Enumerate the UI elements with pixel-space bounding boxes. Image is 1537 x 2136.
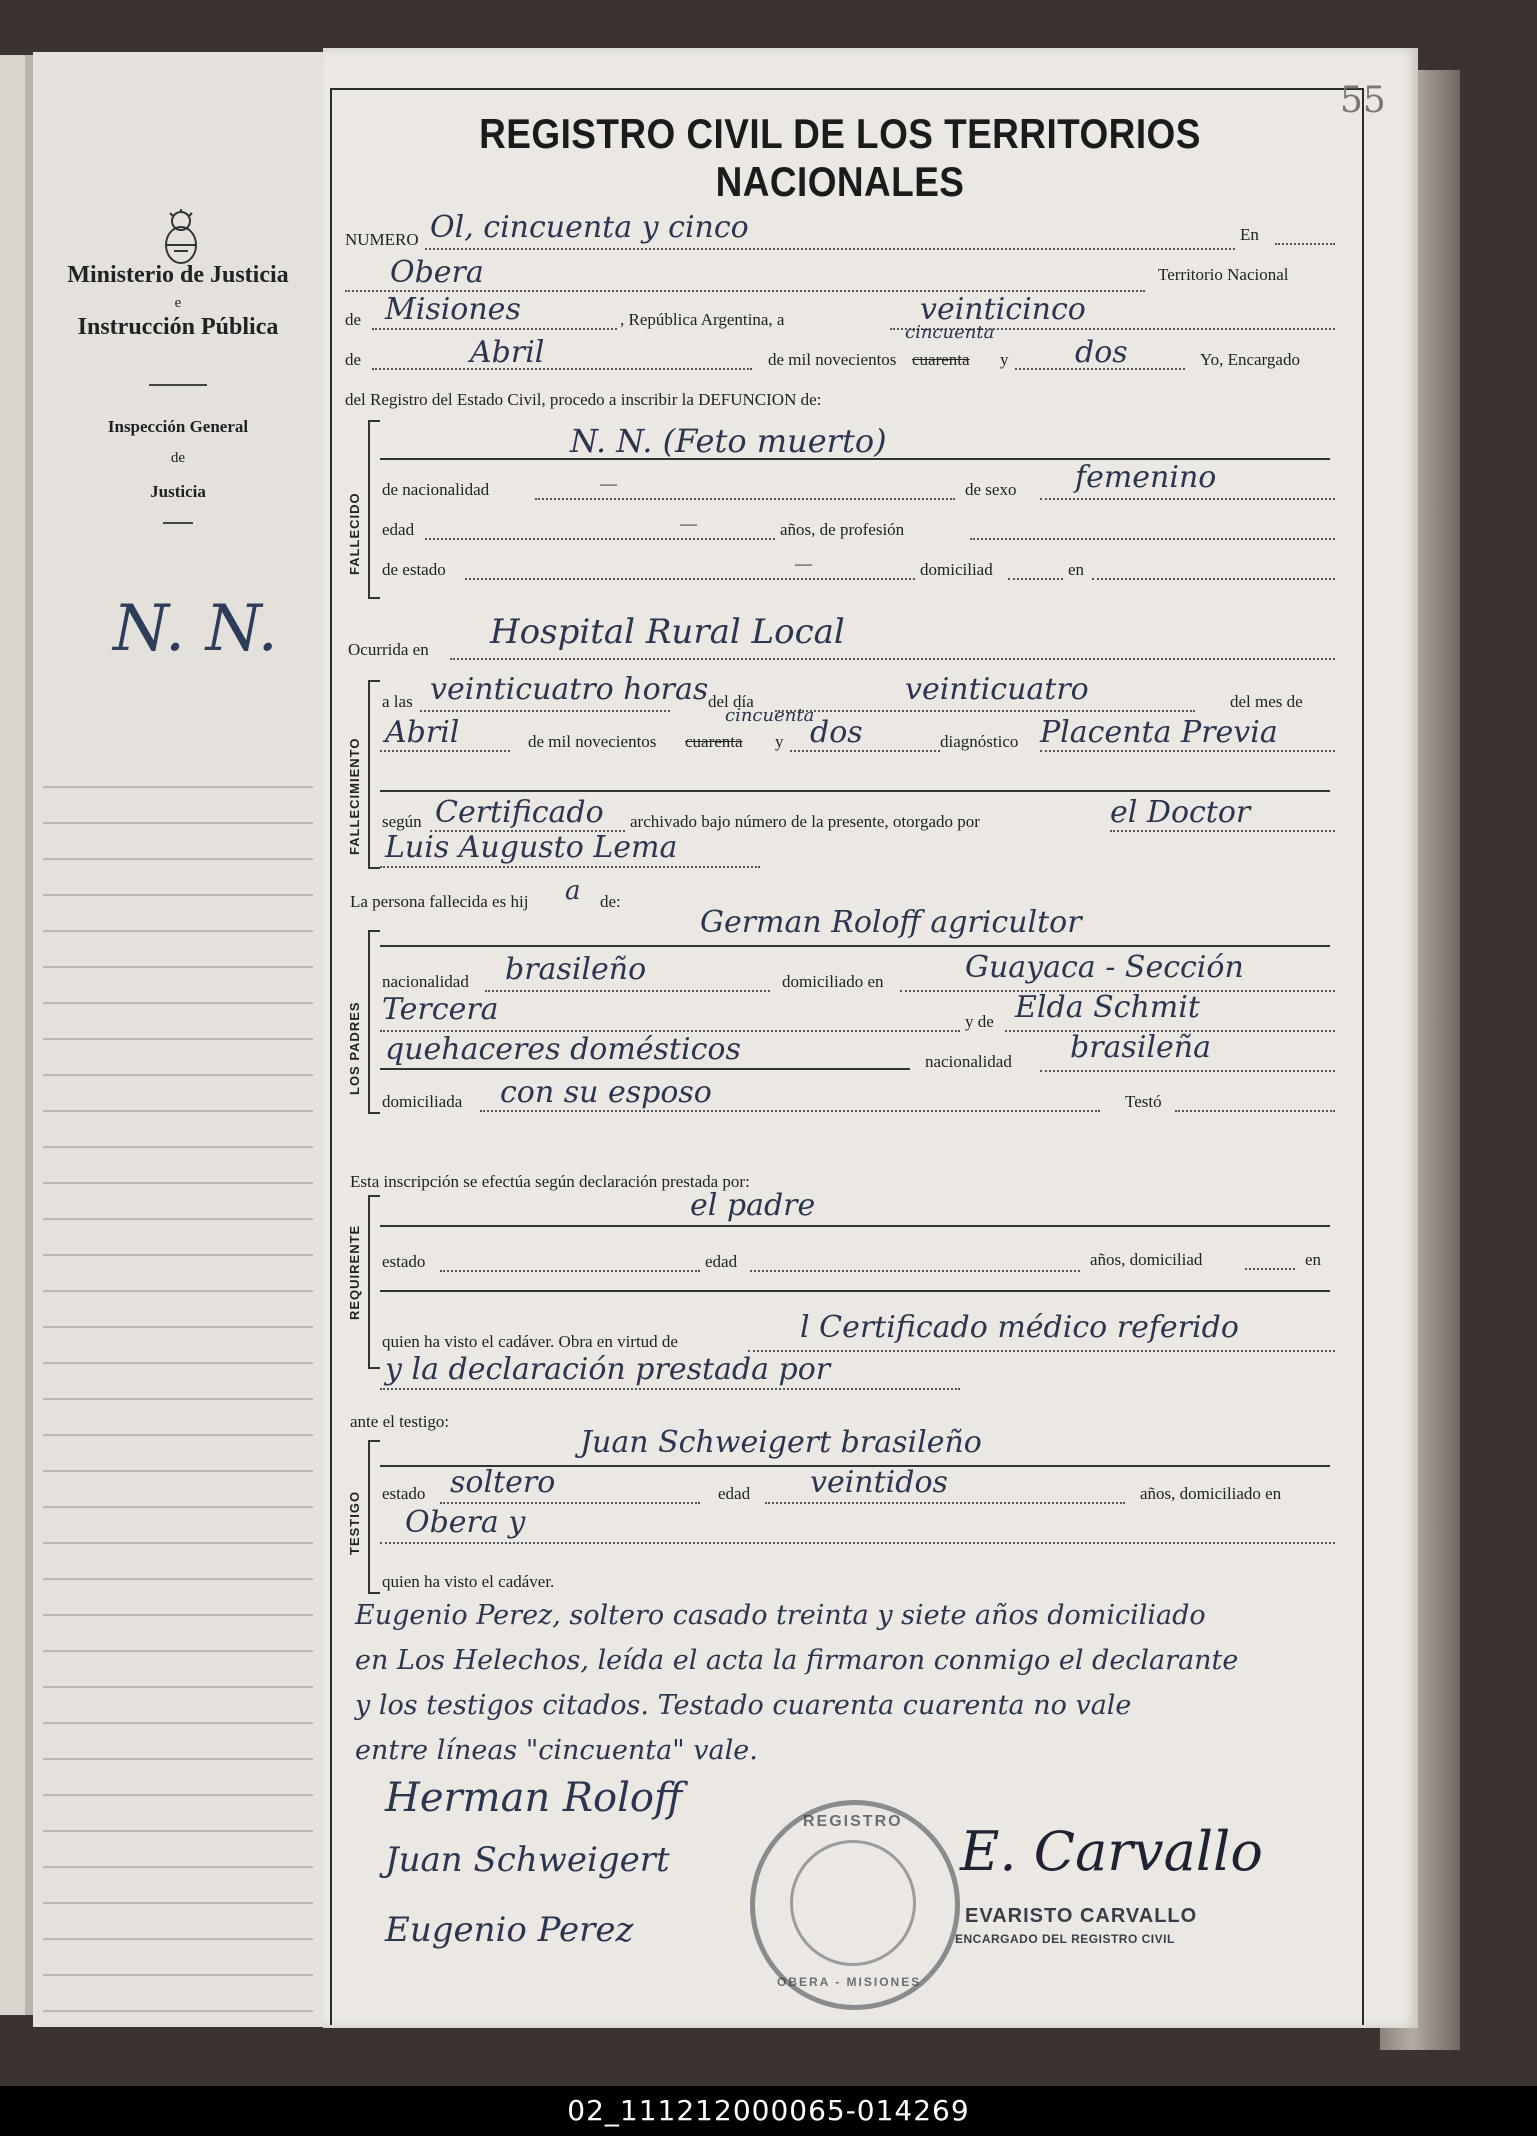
requirente-extra-line: [380, 1290, 1330, 1292]
edad-line: [425, 538, 775, 540]
padres-intro-suffix: de:: [600, 892, 621, 911]
padre-domicilio2: Tercera: [382, 992, 499, 1027]
testigo-section-label: TESTIGO: [347, 1490, 362, 1555]
page-title: REGISTRO CIVIL DE LOS TERRITORIOS NACIONALES: [479, 110, 1201, 205]
ministry-conjunction: e: [174, 295, 182, 311]
day-value: veinticinco: [920, 292, 1086, 327]
mil-label: de mil novecientos: [528, 732, 657, 751]
mes-line: [380, 750, 510, 752]
stamp-role: ENCARGADO DEL REGISTRO CIVIL: [955, 1932, 1175, 1946]
padre-name: German Roloff agricultor: [700, 905, 1082, 940]
de-label: de: [345, 310, 362, 329]
madre-nacionalidad: brasileña: [1070, 1030, 1211, 1065]
doctor-line: [1110, 830, 1335, 832]
place-value: Obera: [390, 255, 484, 290]
padre-line: [380, 945, 1330, 947]
y-de-label: y de: [965, 1012, 994, 1031]
numero-label: NUMERO: [345, 230, 419, 249]
dia-line: [775, 710, 1195, 712]
testigo-cadaver-label: quien ha visto el cadáver.: [382, 1572, 555, 1591]
year-prefix-label: de mil novecientos: [768, 350, 897, 369]
territorio-label: Territorio Nacional: [1158, 265, 1289, 284]
fallecimiento-bracket: [368, 680, 380, 869]
signature-witness2: Eugenio Perez: [385, 1910, 634, 1950]
fallecido-bracket: [368, 420, 380, 599]
inspection-line2: Justicia: [150, 482, 206, 501]
padre-nacionalidad-label: nacionalidad: [382, 972, 469, 991]
stamp-name: EVARISTO CARVALLO: [965, 1905, 1198, 1927]
republica-label: , República Argentina, a: [620, 310, 785, 329]
signature-witness1: Juan Schweigert: [385, 1840, 670, 1880]
diagnostico-extra-line: [380, 790, 1330, 792]
a-las-label: a las: [382, 692, 413, 711]
ocurrida-line: [450, 658, 1335, 660]
del-dia-label: del día: [708, 692, 754, 711]
year-y-label: y: [1000, 350, 1009, 369]
ministry-line1: Ministerio de Justicia: [67, 262, 289, 288]
en-label: En: [1240, 225, 1259, 244]
padre-domicilio: Guayaca - Sección: [965, 950, 1244, 985]
padres-section-label: LOS PADRES: [347, 1001, 362, 1095]
obra-value: l Certificado médico referido: [800, 1310, 1239, 1345]
edad-label: edad: [382, 520, 415, 539]
doctor-prefix: el Doctor: [1110, 795, 1251, 830]
madre-domicilio-line: [480, 1110, 1100, 1112]
en-line: [1275, 243, 1335, 245]
official-seal: [750, 1800, 960, 2010]
sexo-value: femenino: [1075, 460, 1217, 495]
stub-divider-small: [163, 522, 193, 524]
hora-line: [420, 710, 670, 712]
diagnostico-line: [1040, 750, 1335, 752]
registro-sentence: del Registro del Estado Civil, procedo a inscribir la DEFUNCION de:: [345, 390, 822, 409]
stub-divider: [149, 384, 207, 386]
requirente-estado-line: [440, 1270, 700, 1272]
testigo-edad-value: veintidos: [810, 1465, 948, 1500]
notes-line1: Eugenio Perez, soltero casado treinta y siete años domiciliado: [355, 1600, 1206, 1631]
fallecimiento-year-struck: cuarenta: [685, 732, 743, 751]
madre-profesion-line: [380, 1068, 910, 1070]
padre-domiciliado-label: domiciliado en: [782, 972, 884, 991]
fallecimiento-year-line: [790, 750, 940, 752]
testigo-edad-line: [765, 1502, 1125, 1504]
padre-nacionalidad-line: [485, 990, 770, 992]
diagnostico-value: Placenta Previa: [1040, 715, 1278, 750]
coat-of-arms-icon: [160, 207, 202, 267]
ministry-line2: Instrucción Pública: [77, 314, 279, 340]
testigo-intro: ante el testigo:: [350, 1412, 450, 1431]
requirente-section-label: REQUIRENTE: [347, 1224, 362, 1320]
stub-ruled-lines: [43, 752, 313, 2012]
fallecimiento-y-label: y: [775, 732, 784, 751]
requirente-intro: Esta inscripción se efectúa según declaración prestada por:: [350, 1172, 750, 1191]
testigo-edad-label: edad: [718, 1484, 751, 1503]
signature-declarant: Herman Roloff: [385, 1775, 683, 1821]
year-suffix: dos: [1075, 335, 1128, 370]
year-struck: cuarenta: [912, 350, 970, 369]
requirente-bracket: [368, 1195, 380, 1369]
de2-label: de: [345, 350, 362, 369]
madre-profesion: quehaceres domésticos: [385, 1032, 741, 1067]
madre-name: Elda Schmit: [1015, 990, 1200, 1025]
estado-value: —: [795, 554, 812, 573]
mes-value: Abril: [385, 715, 460, 750]
madre-domicilio: con su esposo: [500, 1075, 712, 1110]
estado-line: [465, 578, 915, 580]
year-correction: cincuenta: [905, 322, 995, 343]
dia-value: veinticuatro: [905, 672, 1089, 707]
profesion-line: [970, 538, 1335, 540]
requirente-edad-label: edad: [705, 1252, 738, 1271]
fallecido-en-line: [1092, 578, 1335, 580]
testigo-bracket: [368, 1440, 380, 1594]
binding-shadow: [25, 55, 33, 2015]
domiciliado-label: domiciliad: [920, 560, 993, 579]
fallecido-section-label: FALLECIDO: [347, 492, 362, 575]
notes-line3: y los testigos citados. Testado cuarenta cuarenta no vale: [355, 1690, 1132, 1721]
fallecimiento-year-correction: cincuenta: [725, 705, 815, 726]
obra-value2: y la declaración prestada por: [385, 1352, 831, 1387]
stub-margin-note: N. N.: [113, 592, 278, 666]
requirente-anios-label: años, domiciliad: [1090, 1250, 1203, 1269]
month-value: Abril: [470, 335, 545, 370]
seal-top-text: REGISTRO: [803, 1813, 903, 1830]
ocurrida-value: Hospital Rural Local: [490, 612, 845, 652]
certificado-value: Certificado: [435, 795, 604, 830]
domiciliado-line: [1008, 578, 1063, 580]
signature-official: E. Carvallo: [960, 1820, 1263, 1883]
obra-line2: [380, 1388, 960, 1390]
fallecido-nacionalidad-line: [535, 498, 955, 500]
madre-nacionalidad-label: nacionalidad: [925, 1052, 1012, 1071]
stub-column: [33, 52, 326, 2027]
mes-label: del mes de: [1230, 692, 1303, 711]
inspection-line1: Inspección General: [107, 417, 249, 436]
diagnostico-label: diagnóstico: [940, 732, 1019, 751]
archivado-label: archivado bajo número de la presente, otorgado por: [630, 812, 980, 831]
segun-label: según: [382, 812, 422, 831]
ocurrida-label: Ocurrida en: [348, 640, 429, 659]
testigo-domicilio-line: [380, 1542, 1335, 1544]
numero-value: Ol, cincuenta y cinco: [430, 210, 749, 245]
hora-value: veinticuatro horas: [430, 672, 709, 707]
padres-intro-hand: a: [565, 876, 581, 906]
binding-margin: [0, 55, 27, 2015]
padres-intro-label: La persona fallecida es hij: [350, 892, 529, 911]
cadaver-label: quien ha visto el cadáver. Obra en virtud de: [382, 1332, 678, 1351]
numero-line: [425, 248, 1235, 250]
anios-profesion-label: años, de profesión: [780, 520, 905, 539]
fallecido-en-label: en: [1068, 560, 1085, 579]
fallecido-nacionalidad-value: —: [600, 474, 617, 493]
testigo-name: Juan Schweigert brasileño: [580, 1425, 982, 1460]
notes-line4: entre líneas "cincuenta" vale.: [355, 1735, 758, 1766]
testigo-estado-line: [440, 1502, 700, 1504]
month-line: [372, 368, 752, 370]
requirente-estado-label: estado: [382, 1252, 426, 1271]
sexo-label: de sexo: [965, 480, 1017, 499]
fallecido-nacionalidad-label: de nacionalidad: [382, 480, 490, 499]
doctor-name-line: [380, 866, 760, 868]
territory-value: Misiones: [385, 292, 521, 327]
fallecimiento-section-label: FALLECIMIENTO: [347, 737, 362, 855]
estado-label: de estado: [382, 560, 446, 579]
testigo-anios-label: años, domiciliado en: [1140, 1484, 1282, 1503]
page-number: 55: [1340, 80, 1386, 121]
requirente-name: el padre: [690, 1188, 816, 1223]
testigo-estado-label: estado: [382, 1484, 426, 1503]
edad-value: —: [680, 514, 697, 533]
fallecido-name: N. N. (Feto muerto): [570, 422, 887, 460]
doctor-name: Luis Augusto Lema: [385, 830, 678, 865]
seal-bottom-text: OBERA - MISIONES: [777, 1975, 922, 1989]
obra-line: [748, 1350, 1335, 1352]
sexo-line: [1040, 498, 1335, 500]
testigo-domicilio: Obera y: [405, 1505, 526, 1540]
inspection-de: de: [170, 450, 186, 466]
fallecimiento-year-suffix: dos: [810, 715, 863, 750]
testo-line: [1175, 1110, 1335, 1112]
madre-nacionalidad-line: [1040, 1070, 1335, 1072]
seal-inner-ring: [790, 1840, 916, 1966]
padre-nacionalidad: brasileño: [505, 952, 647, 987]
padres-bracket: [368, 930, 380, 1114]
encargado-label: Yo, Encargado: [1200, 350, 1300, 369]
testo-label: Testó: [1125, 1092, 1162, 1111]
domiciliada-label: domiciliada: [382, 1092, 463, 1111]
notes-line2: en Los Helechos, leída el acta la firmaron conmigo el declarante: [355, 1645, 1239, 1676]
requirente-name-line: [380, 1225, 1330, 1227]
requirente-en-label: en: [1305, 1250, 1322, 1269]
testigo-estado-value: soltero: [450, 1465, 556, 1500]
territory-line: [372, 328, 617, 330]
requirente-edad-line: [750, 1270, 1080, 1272]
image-id-footer: 02_111212000065-014269: [0, 2086, 1537, 2136]
requirente-domicilio-line: [1245, 1268, 1295, 1270]
